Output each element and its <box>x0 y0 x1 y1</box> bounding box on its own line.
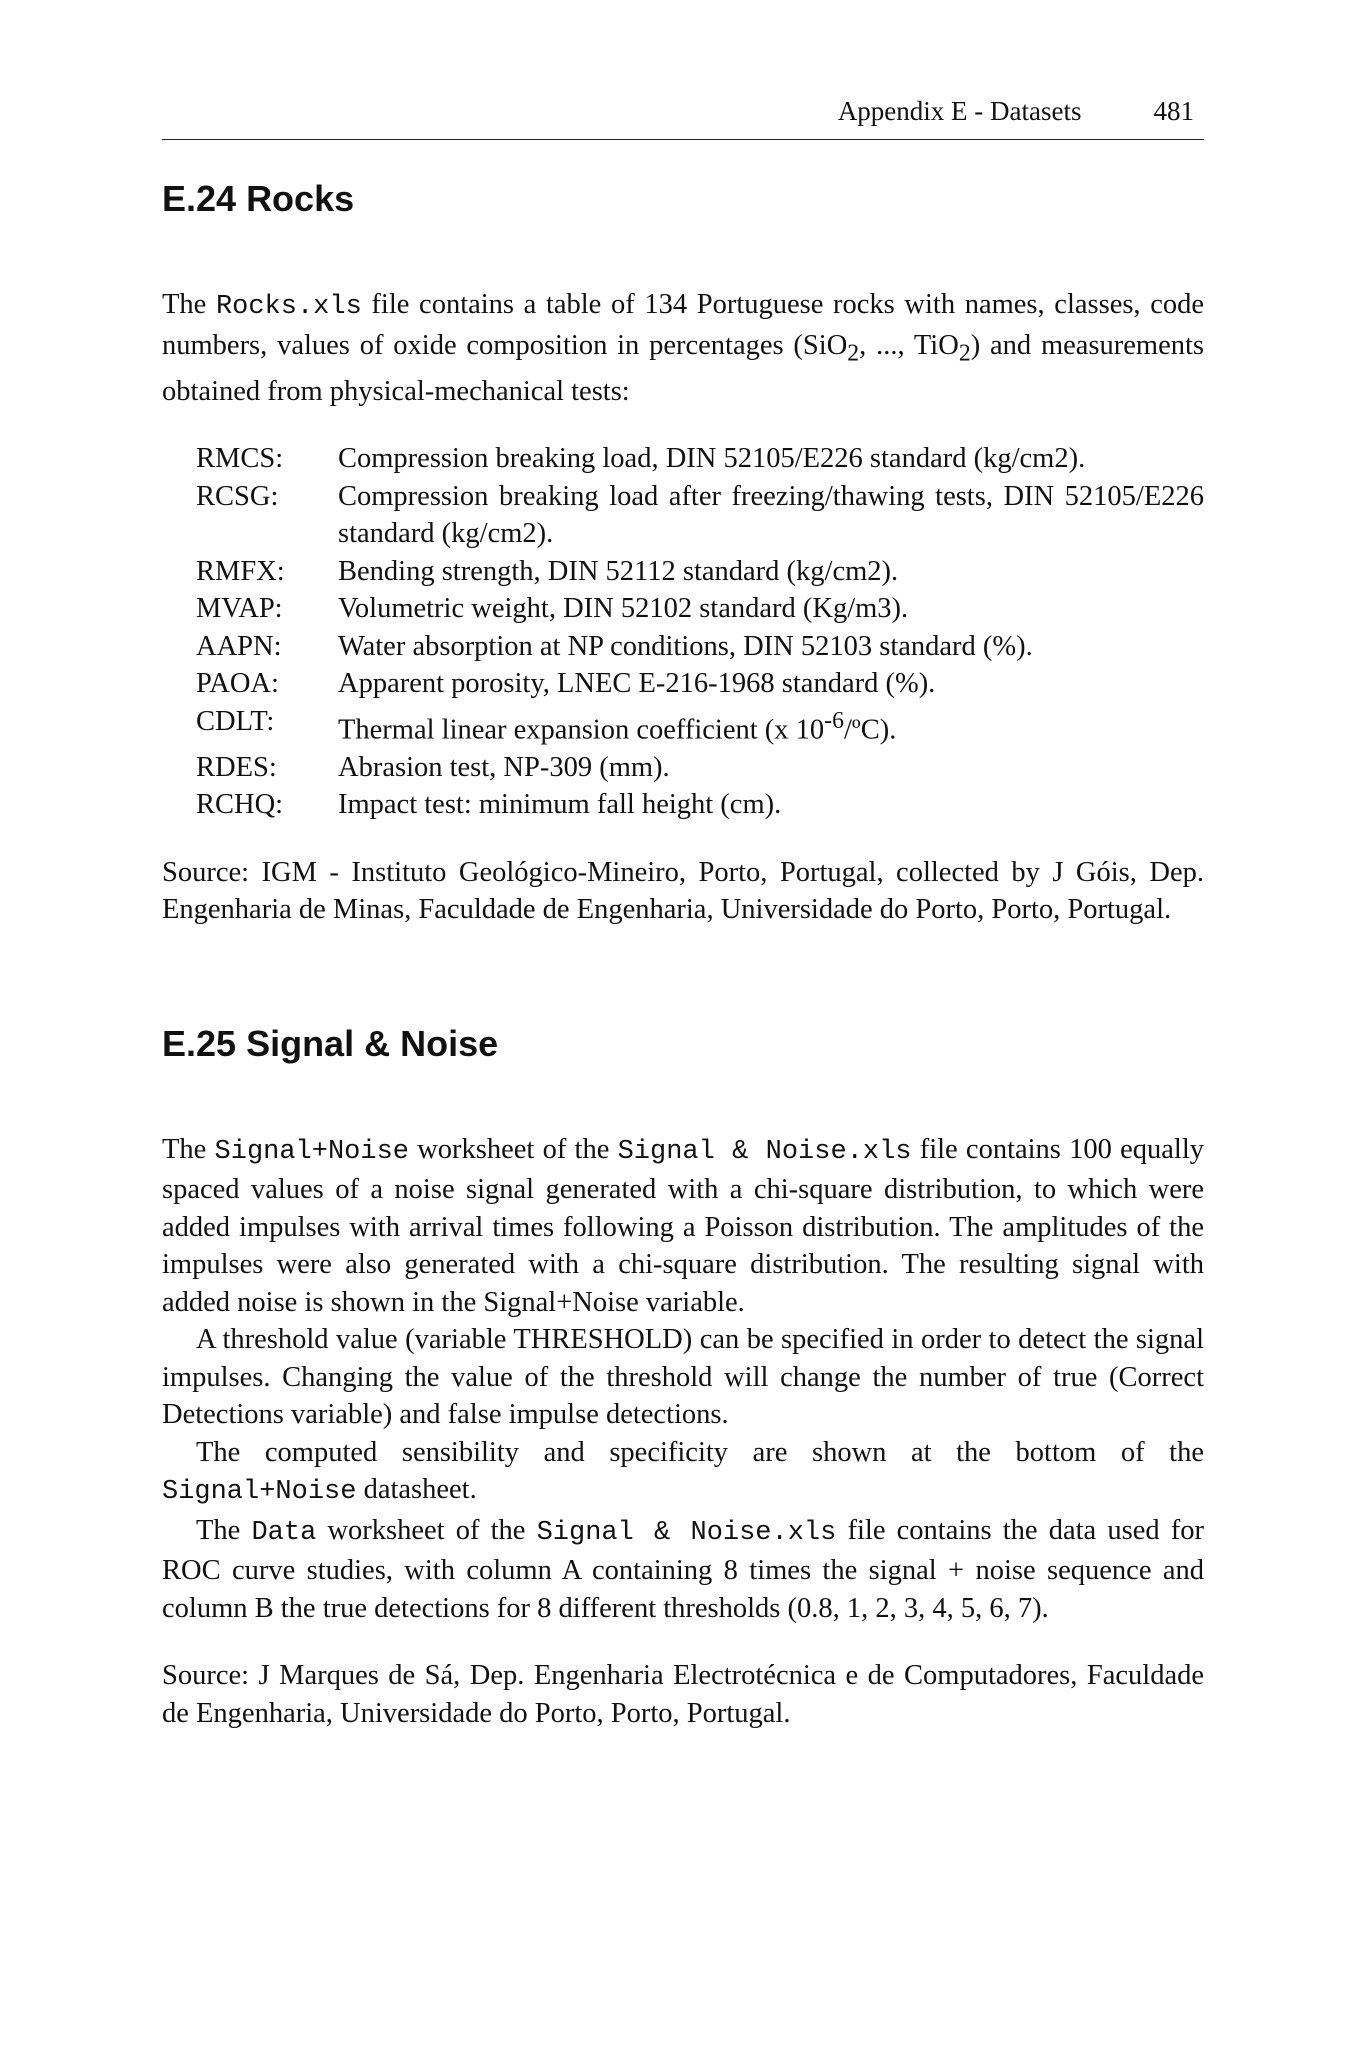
variable-description: Volumetric weight, DIN 52102 standard (Kg/m3). <box>338 593 909 625</box>
superscript: -6 <box>824 707 844 734</box>
variable-row <box>196 786 1204 824</box>
variable-code: RMFX: <box>196 555 285 587</box>
variable-description: Abrasion test, NP-309 (mm). <box>338 751 670 783</box>
rocks-intro-paragraph <box>162 286 1204 410</box>
signal-source: Source: J Marques de Sá, Dep. Engenharia Electrotécnica e de Computadores, Faculdade de Engenharia, Universidade do Porto, Porto, Portugal. <box>162 1660 1204 1729</box>
worksheet-name: Data <box>251 1517 317 1548</box>
text-run: worksheet of the <box>408 1133 618 1165</box>
variable-code: RMCS: <box>196 443 284 475</box>
variable-description <box>338 703 1204 749</box>
variable-description: Bending strength, DIN 52112 standard (kg/cm2). <box>338 555 899 587</box>
text-run: /ºC). <box>843 714 897 746</box>
text-run: file contains 100 equally spaced values of a noise signal generated with a chi-square distribution, to which were added impulses with arrival times following a Poisson distribution. The amplitudes of the impulses were also generated with a chi-square distribution. The resulting signal with added noise is shown in the Signal+Noise variable. <box>162 1133 1204 1318</box>
rocks-source: Source: IGM - Instituto Geológico-Mineiro, Porto, Portugal, collected by J Góis, Dep. Engenharia de Minas, Faculdade de Engenharia, Universidade do Porto, Porto, Portugal. <box>162 856 1204 926</box>
variable-code: CDLT: <box>196 705 275 737</box>
variable-description: Compression breaking load, DIN 52105/E226 standard (kg/cm2). <box>338 443 1086 475</box>
variable-code: PAOA: <box>196 668 279 700</box>
variable-code: MVAP: <box>196 593 283 625</box>
book-page <box>162 96 1204 1732</box>
text-run: Thermal linear expansion coefficient (x 10 <box>338 714 825 746</box>
section-number: E.25 <box>162 1022 237 1064</box>
filename: Signal & Noise.xls <box>617 1136 912 1167</box>
text-run: The <box>162 1133 215 1165</box>
variable-code: RCHQ: <box>196 789 284 821</box>
variable-code: AAPN: <box>196 630 282 662</box>
signal-paragraph-3 <box>162 1434 1204 1512</box>
variable-code: RDES: <box>196 751 277 783</box>
worksheet-name: Signal+Noise <box>162 1477 357 1508</box>
text-run: ) and measurements obtained from physical-mechanical tests: <box>162 329 1204 407</box>
section-number: E.24 <box>162 178 237 219</box>
filename: Signal & Noise.xls <box>536 1517 837 1548</box>
text-run: file contains a table of 134 Portuguese rocks with names, classes, code numbers, values of oxide composition in percentages (SiO <box>162 289 1204 361</box>
running-title: Appendix E - Datasets <box>837 96 1082 126</box>
section-heading-rocks <box>162 178 1204 220</box>
worksheet-name: Signal+Noise <box>214 1136 409 1167</box>
variable-row <box>196 665 1204 703</box>
variable-row <box>196 703 1204 749</box>
section-title: Rocks <box>246 178 355 219</box>
variable-description: Water absorption at NP conditions, DIN 52103 standard (%). <box>338 630 1033 662</box>
page-number: 481 <box>1153 96 1194 126</box>
signal-paragraph-1 <box>162 1131 1204 1322</box>
text-run: , ..., TiO <box>859 329 959 361</box>
variable-description: Compression breaking load after freezing/thawing tests, DIN 52105/E226 standard (kg/cm2). <box>338 480 1204 550</box>
subscript: 2 <box>847 340 860 367</box>
variable-row <box>196 590 1204 628</box>
filename: Rocks.xls <box>215 292 362 322</box>
section-title: Signal & Noise <box>246 1022 499 1064</box>
section-heading-signal-noise <box>162 1023 1204 1065</box>
text-run: The <box>162 289 216 320</box>
variable-description: Impact test: minimum fall height (cm). <box>338 789 782 821</box>
text-run: The computed sensibility and specificity are shown at the bottom of the <box>196 1436 1204 1468</box>
variable-description: Apparent porosity, LNEC E-216-1968 standard (%). <box>338 668 936 700</box>
variable-row <box>196 478 1204 553</box>
text-run: datasheet. <box>356 1474 477 1506</box>
text-run: The <box>196 1514 252 1546</box>
variable-list <box>196 440 1204 824</box>
signal-paragraph-2: A threshold value (variable THRESHOLD) can be specified in order to detect the signal impulses. Changing the value of the threshold will change the number of true (Correct Detections variable) and false impulse detections. <box>162 1324 1204 1431</box>
variable-row <box>196 440 1204 478</box>
signal-paragraph-4 <box>162 1512 1204 1628</box>
variable-code: RCSG: <box>196 480 279 512</box>
subscript: 2 <box>958 340 971 367</box>
variable-row <box>196 553 1204 591</box>
text-run: file contains the data used for ROC curve studies, with column A containing 8 times the signal + noise sequence and column B the true detections for 8 different thresholds (0.8, 1, 2, 3, 4, 5, 6, 7). <box>162 1514 1204 1624</box>
running-header <box>162 96 1204 140</box>
text-run: worksheet of the <box>316 1514 537 1546</box>
variable-row <box>196 628 1204 666</box>
variable-row <box>196 749 1204 787</box>
